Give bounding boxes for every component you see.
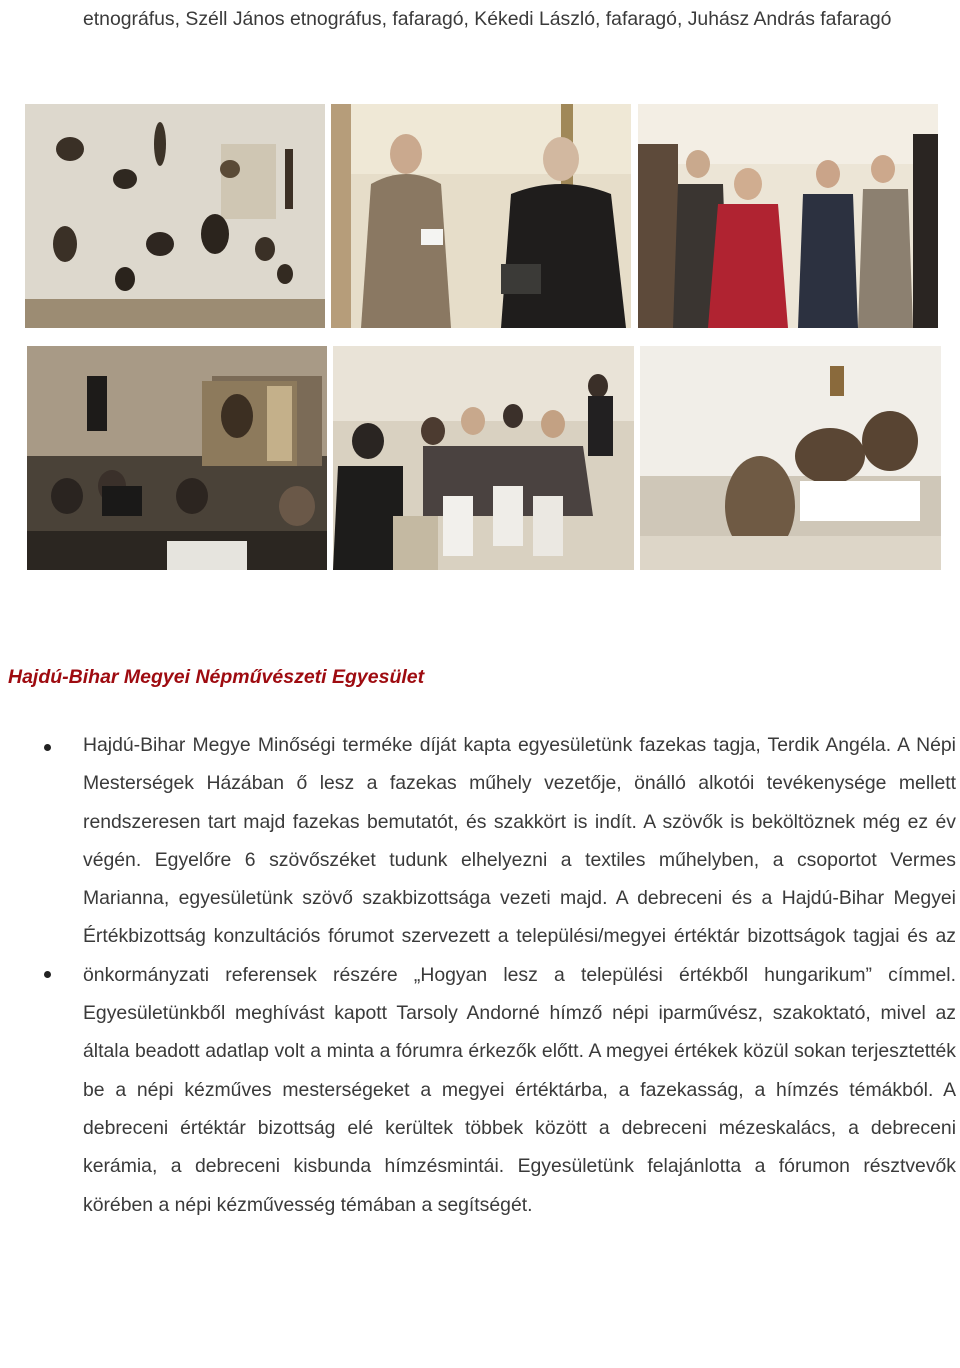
section-body-text: Hajdú-Bihar Megye Minőségi terméke díját kapta egyesületünk fazekas tagja, Terdik Angéla. A Népi Mesterségek Házában ő lesz a fazekas műhely vezetője, önálló alkotói tevékenysége mellett rendszeresen tart majd fazekas bemutatót, és szakkört is indít. A szövők is beköltöznek még ez év végén. Egyelőre 6 szövőszéket tudunk elhelyezni a textiles műhelyben, a csoportot Vermes Marianna, egyesületünk szövő szakbizottsága vezeti majd. A debreceni és a Hajdú-Bihar Megyei Értékbizottság konzultációs fórumot szervezett a települési/megyei értéktár bizottságok tagjai és az önkormányzati referensek részére „Hogyan lesz a települési értékből hungarikum” címmel. Egyesületünkből meghívást kapott Tarsoly Andorné hímző népi iparművész, szakoktató, mivel az általa beadott adatlap volt a minta a fórumra érkezők előtt. A megyei értékek közül sokan terjesztették be a népi kézműves mesterségeket a megyei értéktárba, a fazekasság, a hímzés témákból. A debreceni értéktár bizottság elé kerültek többek között a debreceni mézeskalács, a debreceni kerámia, a debreceni kisbunda hímzésmintái. Egyesületünk felajánlotta a fórumon résztvevők körében a népi kézművesség témában a segítségét. — [83, 734, 956, 1216]
speakers-photo — [331, 104, 631, 328]
audience-seated-photo — [333, 346, 634, 570]
intro-paragraph: etnográfus, Széll János etnográfus, fafaragó, Kékedi László, fafaragó, Juhász András fafaragó — [83, 8, 892, 30]
wicker-baskets-photo — [640, 346, 941, 570]
bullet-icon — [44, 744, 51, 751]
reception-crowd-photo — [638, 104, 938, 328]
projection-presentation-photo — [27, 346, 327, 570]
museum-wall-objects-photo — [25, 104, 325, 328]
bullet-icon — [44, 971, 51, 978]
section-heading: Hajdú-Bihar Megyei Népművészeti Egyesület — [8, 666, 425, 688]
